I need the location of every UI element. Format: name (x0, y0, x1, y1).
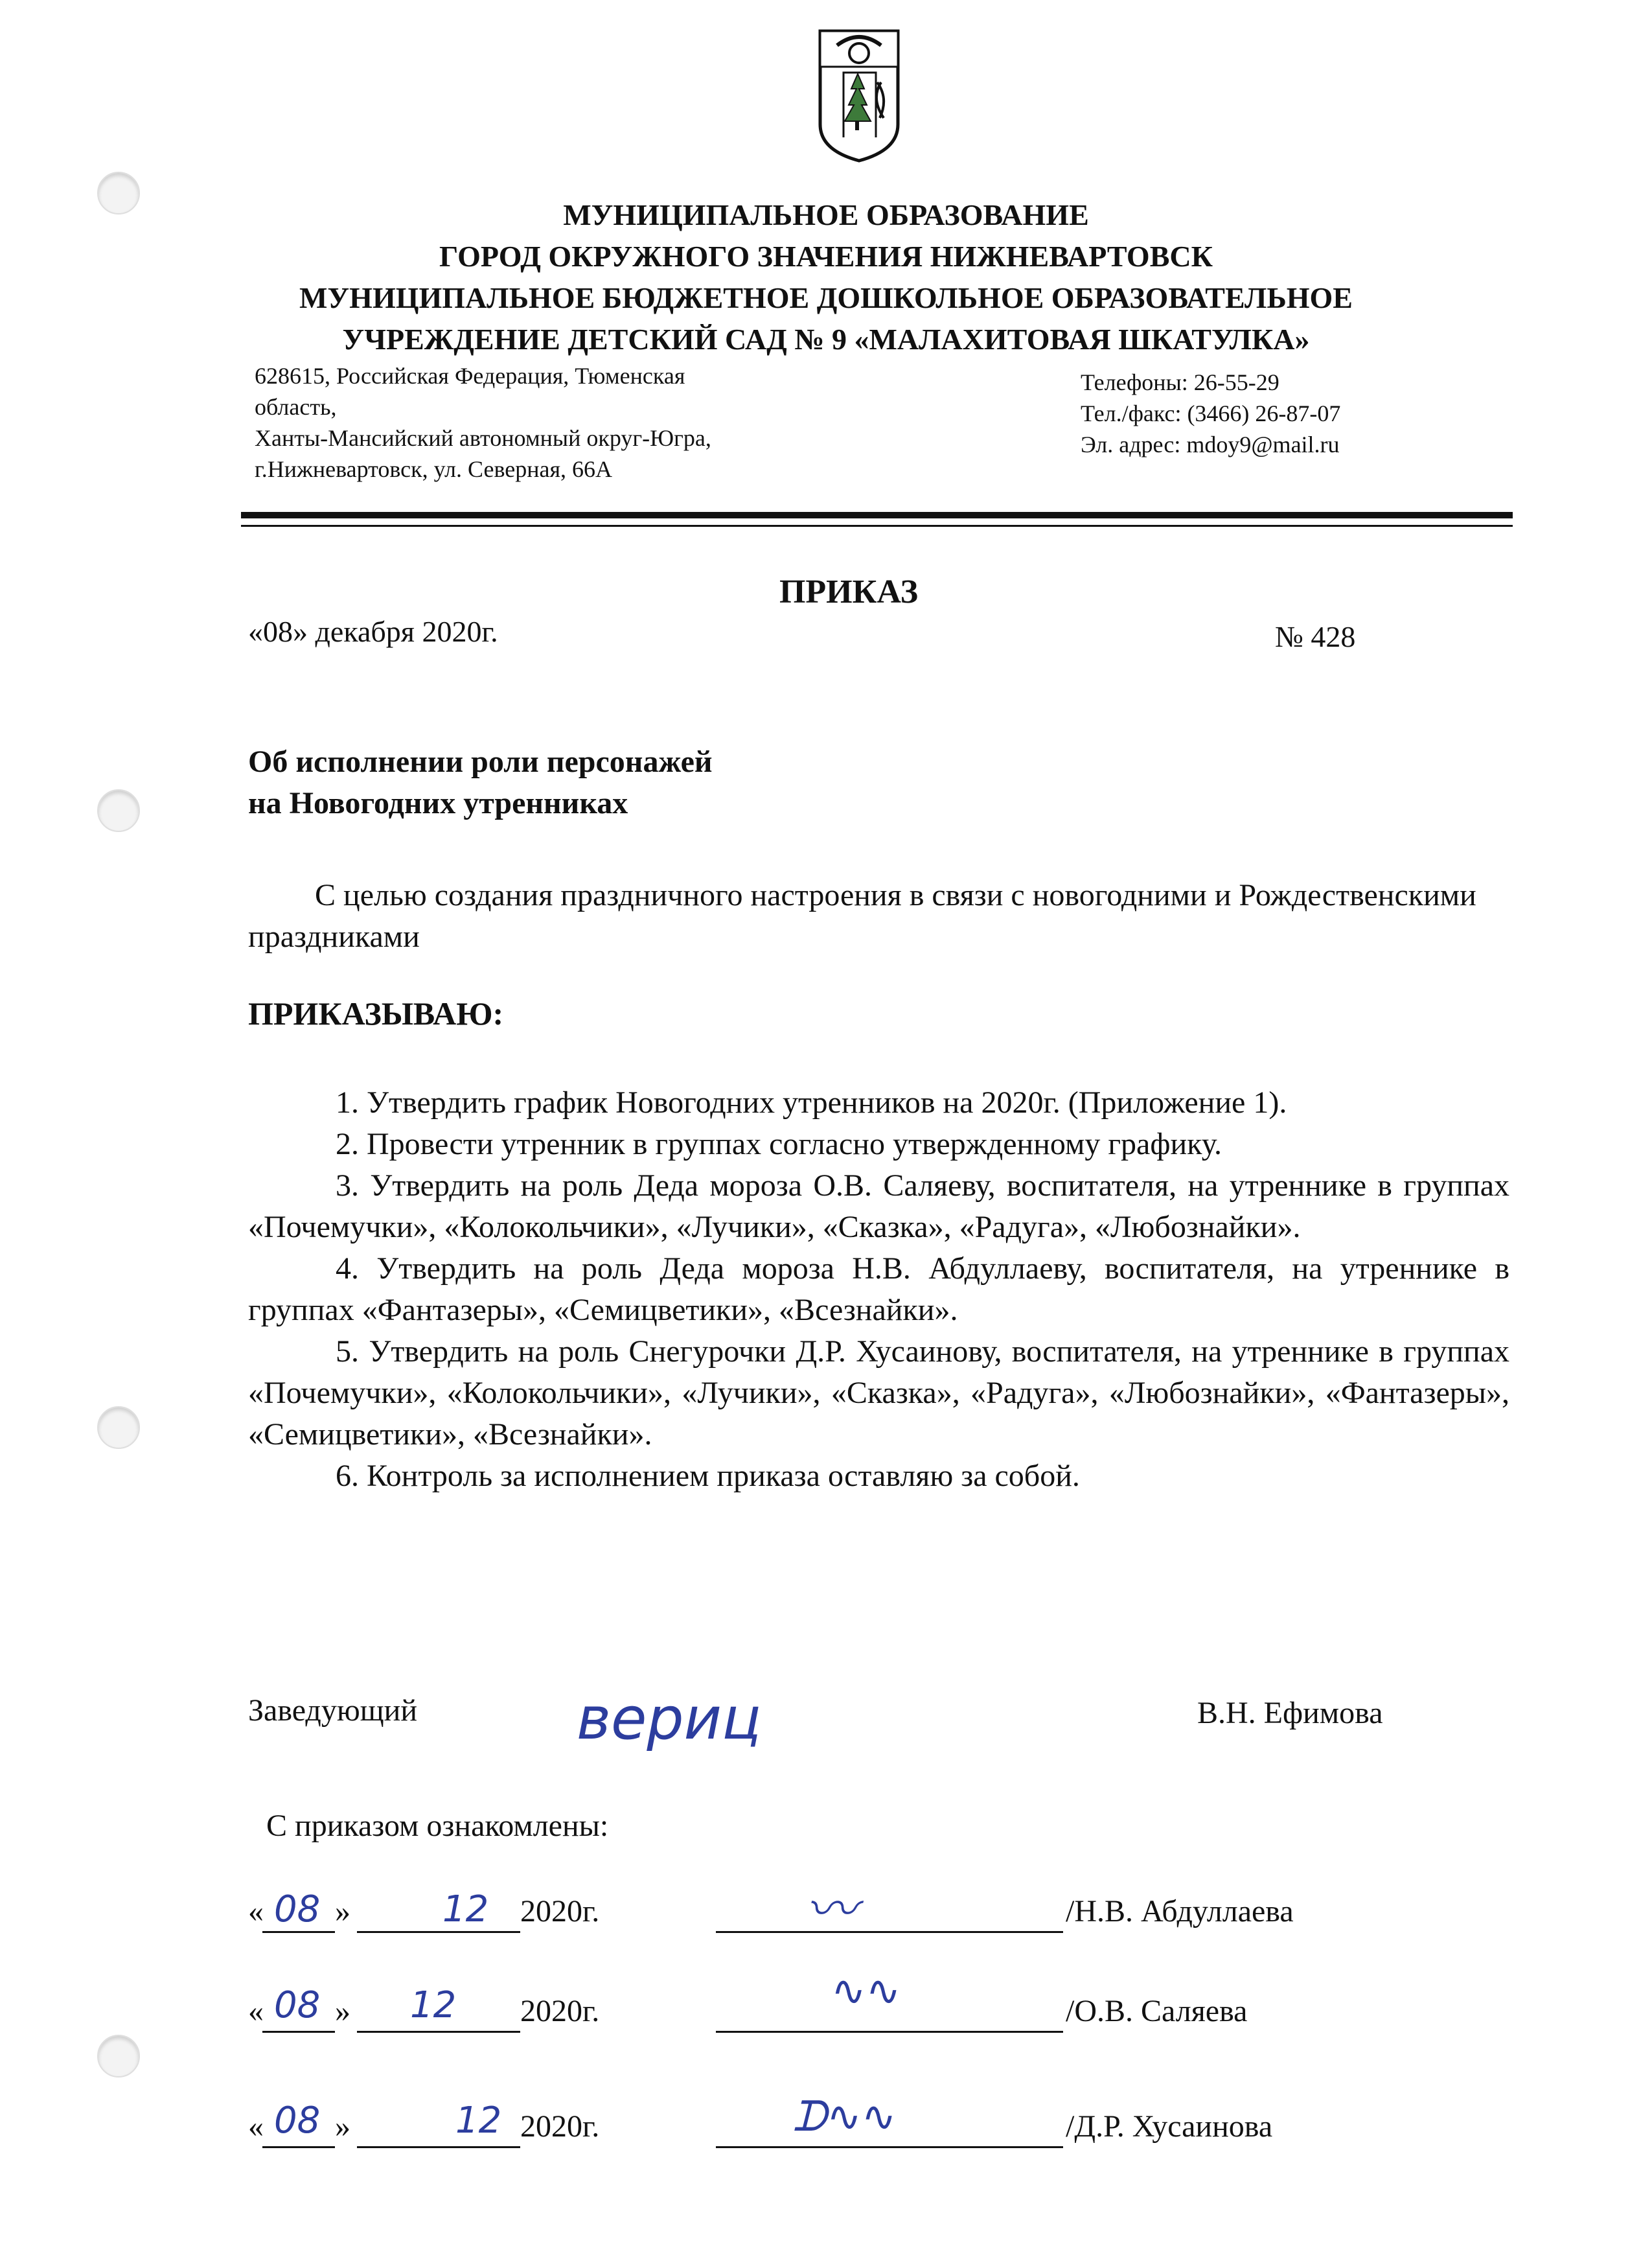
document-date: «08» декабря 2020г. (248, 615, 498, 648)
signature-underline (716, 1931, 1063, 1933)
address-line: область, (255, 394, 337, 420)
city-crest-icon (818, 27, 901, 163)
employee-name: /Н.В. Абдуллаева (1066, 1894, 1294, 1928)
binder-hole (97, 2035, 140, 2078)
address-line: Ханты-Мансийский автономный округ-Югра, (255, 425, 711, 451)
contacts-block (1081, 367, 1534, 460)
month-underline (357, 2146, 520, 2148)
subject-line: на Новогодних утренниках (248, 786, 628, 820)
order-heading: ПРИКАЗЫВАЮ: (248, 995, 504, 1032)
acknowledgment-label: С приказом ознакомлены: (266, 1809, 609, 1843)
signature-underline (716, 2031, 1063, 2033)
day-underline (262, 1931, 335, 1933)
handwritten-signature: ∿∿ (831, 1967, 901, 2015)
quote-open: « (248, 1994, 264, 2028)
header-divider-thin (241, 525, 1513, 527)
handwritten-signature: ᗪ∿∿ (792, 2093, 897, 2141)
order-items (248, 1082, 1509, 1497)
contact-line: Телефоны: 26-55-29 (1081, 369, 1279, 395)
order-item: 5. Утвердить на роль Снегурочки Д.Р. Хусаинову, воспитателя, на утреннике в группах «Почемучки», «Колокольчики», «Лучики», «Сказка», «Радуга», «Любознайки», «Фантазеры», «Семицветики», «Всезнайки». (248, 1334, 1509, 1452)
binder-hole (97, 789, 140, 832)
document-title: ПРИКАЗ (779, 573, 919, 610)
director-signature: вериц (577, 1685, 762, 1753)
intro-paragraph: С целью создания праздничного настроения в связи с новогодними и Рождественскими праздниками (248, 878, 1476, 954)
day-handwritten: 08 (274, 2100, 321, 2142)
employee-name: /Д.Р. Хусаинова (1066, 2109, 1273, 2144)
org-line: ГОРОД ОКРУЖНОГО ЗНАЧЕНИЯ НИЖНЕВАРТОВСК (439, 240, 1213, 273)
employee-name: /О.В. Саляева (1066, 1994, 1248, 2028)
order-item: 6. Контроль за исполнением приказа оставляю за собой. (336, 1459, 1080, 1493)
order-item: 1. Утвердить график Новогодних утренников на 2020г. (Приложение 1). (336, 1085, 1287, 1120)
day-underline (262, 2031, 335, 2033)
quote-close: » (335, 2109, 350, 2144)
handwritten-signature: 〰 (805, 1879, 857, 1939)
document-subject (248, 741, 713, 824)
org-line: МУНИЦИПАЛЬНОЕ ОБРАЗОВАНИЕ (563, 198, 1089, 231)
organization-header (0, 194, 1652, 360)
org-line: МУНИЦИПАЛЬНОЕ БЮДЖЕТНОЕ ДОШКОЛЬНОЕ ОБРАЗОВАТЕЛЬНОЕ (299, 281, 1353, 314)
header-divider (241, 512, 1513, 518)
month-underline (357, 1931, 520, 1933)
order-item: 3. Утвердить на роль Деда мороза О.В. Саляеву, воспитателя, на утреннике в группах «Почемучки», «Колокольчики», «Лучики», «Сказка», «Радуга», «Любознайки». (248, 1168, 1509, 1244)
address-block (255, 360, 838, 485)
signature-position: Заведующий (248, 1693, 418, 1728)
address-line: г.Нижневартовск, ул. Северная, 66А (255, 456, 613, 482)
order-item: 2. Провести утренник в группах согласно утвержденному графику. (336, 1127, 1222, 1161)
month-handwritten: 12 (455, 2100, 502, 2142)
signature-name: В.Н. Ефимова (1197, 1696, 1383, 1730)
day-handwritten: 08 (274, 1984, 321, 2026)
month-handwritten: 12 (442, 1888, 489, 1930)
address-line: 628615, Российская Федерация, Тюменская (255, 363, 685, 389)
contact-line: Тел./факс: (3466) 26-87-07 (1081, 400, 1341, 426)
org-line: УЧРЕЖДЕНИЕ ДЕТСКИЙ САД № 9 «МАЛАХИТОВАЯ ШКАТУЛКА» (342, 323, 1310, 356)
day-underline (262, 2146, 335, 2148)
subject-line: Об исполнении роли персонажей (248, 745, 713, 779)
acknowledgment-row (248, 1967, 1414, 2045)
contact-line: Эл. адрес: mdoy9@mail.ru (1081, 432, 1340, 457)
document-number: № 428 (1275, 620, 1356, 653)
binder-hole (97, 1406, 140, 1449)
quote-open: « (248, 2109, 264, 2144)
order-item: 4. Утвердить на роль Деда мороза Н.В. Абдуллаеву, воспитателя, на утреннике в группах «Фантазеры», «Семицветики», «Всезнайки». (248, 1251, 1509, 1327)
year: 2020г. (520, 1994, 600, 2028)
year: 2020г. (520, 1894, 600, 1928)
quote-close: » (335, 1894, 350, 1928)
quote-close: » (335, 1994, 350, 2028)
acknowledgment-row (248, 2093, 1414, 2160)
month-underline (357, 2031, 520, 2033)
acknowledgment-row (248, 1879, 1414, 1945)
quote-open: « (248, 1894, 264, 1928)
day-handwritten: 08 (274, 1888, 321, 1930)
month-handwritten: 12 (410, 1984, 457, 2026)
signature-underline (716, 2146, 1063, 2148)
year: 2020г. (520, 2109, 600, 2144)
